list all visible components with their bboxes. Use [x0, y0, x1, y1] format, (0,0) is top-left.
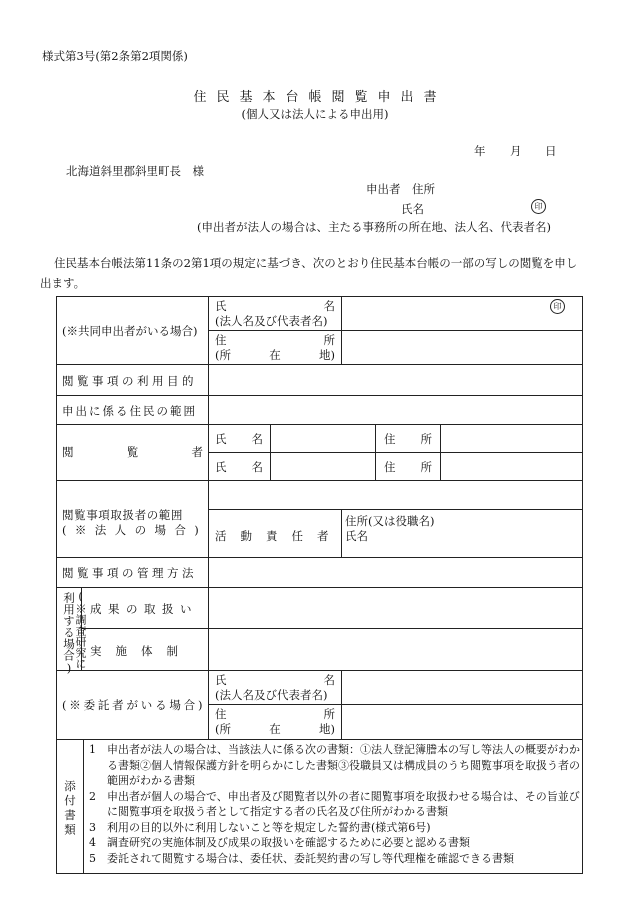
- attachments-label: 添付書類: [63, 780, 77, 838]
- activity-responsible-address-label: 住所(又は役職名): [345, 514, 435, 528]
- applicant-address-label: 申出者 住所: [366, 182, 435, 196]
- viewer-2-address-label-b: 所: [420, 460, 432, 474]
- purpose-field[interactable]: [211, 366, 580, 394]
- delegator-name-label: [215, 672, 335, 688]
- attachment-item-number: 4: [89, 836, 96, 849]
- applicant-name-label: 氏名: [401, 202, 424, 216]
- delegator-label-text: (※委託者がいる場合): [62, 698, 206, 712]
- viewer-1-name-field[interactable]: [272, 426, 374, 451]
- attachment-item: [87, 835, 583, 851]
- viewer-label-a: 閲: [62, 445, 74, 459]
- scope-field[interactable]: [211, 397, 580, 423]
- date-year-label: 年: [474, 144, 486, 158]
- co-applicant-name-label-b: 名: [323, 299, 335, 313]
- delegator-address-sub-a: (所: [215, 722, 231, 736]
- attachment-item-text: 申出者が個人の場合で、申出者及び閲覧者以外の者に閲覧事項を取扱わせる場合は、その旨並びに閲覧事項を取扱う者として指定する者の氏名及び住所がわかる書類: [107, 789, 580, 818]
- attachment-item-text: 委託されて閲覧する場合は、委任状、委託契約書の写し等代理権を確認できる書類: [107, 851, 514, 865]
- co-applicant-name-sub: (法人名及び代表者名): [215, 314, 328, 328]
- activity-responsible-label-text: 活動責任者: [215, 529, 343, 543]
- viewer-2-name-label: [215, 459, 263, 475]
- purpose-label-text: 閲覧事項の利用目的: [62, 374, 197, 388]
- delegator-address-label-a: 住: [215, 707, 227, 721]
- delegator-address-label-b: 所: [323, 707, 335, 721]
- attachment-item: [87, 789, 583, 820]
- delegator-address-label: [215, 706, 335, 722]
- co-applicant-address-sub-a: (所: [215, 348, 231, 362]
- viewer-label-c: 者: [191, 445, 203, 459]
- attachment-item-number: 1: [89, 743, 96, 756]
- handler-scope-field[interactable]: [211, 482, 580, 508]
- viewer-2-name-label-b: 名: [251, 460, 263, 474]
- management-field[interactable]: [211, 559, 580, 586]
- corporate-note: (申出者が法人の場合は、主たる事務所の所在地、法人名、代表者名): [197, 220, 551, 234]
- delegator-address-sub: [215, 721, 335, 737]
- results-handling-label-text: 成果の取扱い: [90, 602, 198, 616]
- attachment-item: [87, 820, 583, 836]
- attachments-list: [87, 742, 583, 866]
- attachment-item-text: 調査研究の実施体制及び成果の取扱いを確認するために必要と認める書類: [107, 836, 470, 849]
- delegator-name-label-a: 氏: [215, 673, 227, 687]
- attachment-item-text: 申出者が法人の場合は、当該法人に係る次の書類：①法人登記簿謄本の写し等法人の概要がわかる書類②個人情報保護方針を明らかにした書類③役職員又は構成員のうち閲覧事項を取扱う者の範囲がわかる書類: [107, 743, 580, 787]
- viewer-label-b: 覧: [126, 445, 139, 459]
- co-applicant-address-sub-b: 在: [269, 348, 281, 362]
- handler-label-line2: [62, 522, 207, 538]
- purpose-label: [62, 373, 203, 389]
- co-applicant-name-label-a: 氏: [215, 299, 227, 313]
- co-applicant-address-field[interactable]: [344, 332, 580, 363]
- viewer-2-name-field[interactable]: [272, 454, 374, 479]
- document-title: 住民基本台帳閲覧申出書: [193, 90, 447, 105]
- intro-paragraph: 住民基本台帳法第11条の2第1項の規定に基づき、次のとおり住民基本台帳の一部の写しの閲覧を申し出ます。: [40, 256, 578, 290]
- co-applicant-name-label: [215, 298, 335, 314]
- delegator-name-label-b: 名: [323, 673, 335, 687]
- viewer-1-name-label-a: 氏: [215, 432, 227, 446]
- delegator-name-sub: (法人名及び代表者名): [215, 688, 328, 702]
- results-handling-field[interactable]: [211, 589, 580, 627]
- seal-mark: 印: [531, 199, 546, 214]
- handler-label-line1: [62, 507, 183, 523]
- co-applicant-seal: 印: [550, 299, 565, 314]
- implementation-label: [90, 643, 192, 659]
- delegator-name-field[interactable]: [344, 672, 580, 703]
- viewer-1-address-label-b: 所: [420, 432, 432, 446]
- date-month-label: 月: [510, 144, 522, 158]
- document-subtitle: (個人又は法人による申出用): [241, 107, 389, 121]
- attachment-item: [87, 851, 583, 867]
- co-applicant-address-sub-c: 地): [319, 348, 335, 362]
- delegator-address-sub-b: 在: [269, 722, 281, 736]
- handler-label-line2-text: (※法人の場合): [62, 523, 208, 537]
- attachment-item: [87, 742, 583, 789]
- viewer-1-address-label: [384, 431, 432, 447]
- co-applicant-label: (※共同申出者がいる場合): [62, 324, 198, 338]
- management-label: [62, 565, 197, 581]
- attachment-item-number: 5: [89, 851, 96, 865]
- viewer-1-address-field[interactable]: [442, 426, 580, 451]
- scope-label: [62, 403, 197, 419]
- co-applicant-address-label-a: 住: [215, 333, 227, 347]
- viewer-label: [62, 444, 203, 460]
- delegator-address-field[interactable]: [344, 706, 580, 738]
- attachment-item-number: 2: [89, 789, 96, 803]
- attachment-item-text: 利用の目的以外に利用しないこと等を規定した誓約書(様式第6号): [107, 820, 431, 834]
- delegator-label: [62, 697, 205, 713]
- activity-responsible-label: [215, 528, 343, 544]
- attachment-item-number: 3: [89, 820, 96, 834]
- delegator-address-sub-c: 地): [319, 722, 335, 736]
- form-number: 様式第3号(第2条第2項関係): [42, 49, 188, 63]
- research-vertical-label-b: (※調査研究に: [74, 590, 87, 669]
- handler-label-line1-text: 閲覧事項取扱者の範囲: [62, 508, 183, 522]
- viewer-1-name-label-b: 名: [251, 432, 263, 446]
- viewer-1-address-label-a: 住: [384, 432, 396, 446]
- co-applicant-address-sub: [215, 347, 335, 363]
- management-label-text: 閲覧事項の管理方法: [62, 566, 197, 580]
- scope-label-text: 申出に係る住民の範囲: [62, 404, 197, 418]
- results-handling-label: [90, 601, 198, 617]
- co-applicant-address-label: [215, 332, 335, 348]
- co-applicant-name-field[interactable]: [344, 298, 580, 329]
- implementation-field[interactable]: [211, 630, 580, 669]
- viewer-2-address-label: [384, 459, 432, 475]
- implementation-label-text: 実施体制: [90, 644, 192, 658]
- research-vertical-label-a: 利用する場合): [62, 592, 76, 675]
- viewer-2-address-label-a: 住: [384, 460, 396, 474]
- viewer-1-name-label: [215, 431, 263, 447]
- date-day-label: 日: [545, 144, 557, 158]
- co-applicant-address-label-b: 所: [323, 333, 335, 347]
- addressee: 北海道斜里郡斜里町長 様: [66, 164, 204, 178]
- activity-responsible-name-label: 氏名: [345, 529, 368, 543]
- viewer-2-address-field[interactable]: [442, 454, 580, 479]
- viewer-2-name-label-a: 氏: [215, 460, 227, 474]
